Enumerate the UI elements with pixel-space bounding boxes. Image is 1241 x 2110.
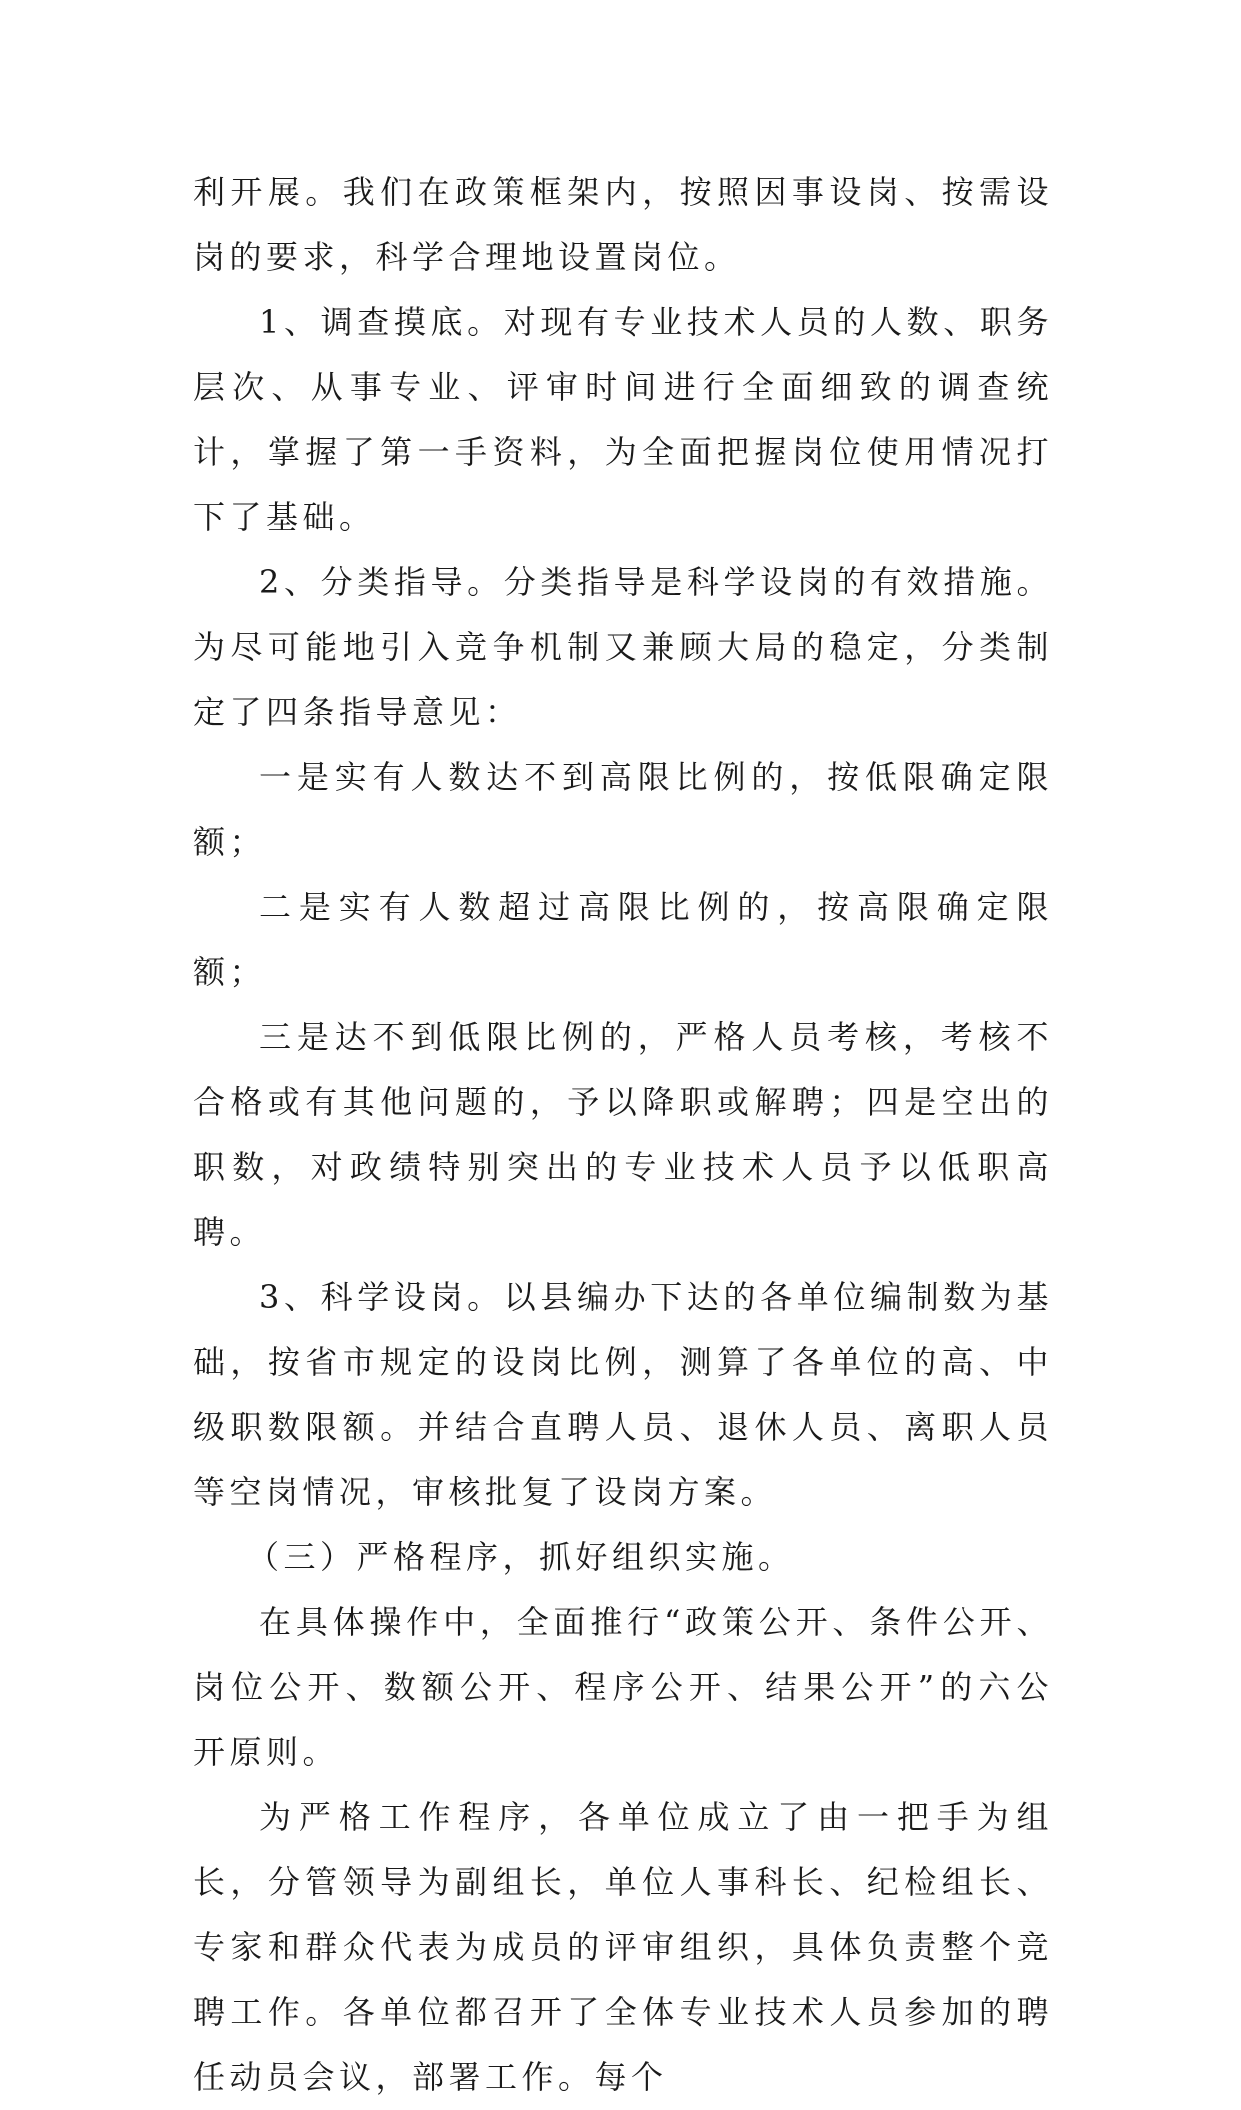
paragraph-opinion-three-four: 三是达不到低限比例的，严格人员考核，考核不合格或有其他问题的，予以降职或解聘；四是空出的职数，对政绩特别突出的专业技术人员予以低职高聘。 [193,1018,1053,1251]
paragraph-scientific-posts: 3、科学设岗。以县编办下达的各单位编制数为基础，按省市规定的设岗比例，测算了各单位的高、中级职数限额。并结合直聘人员、退休人员、离职人员等空岗情况，审核批复了设岗方案。 [193,1278,1053,1511]
paragraph-survey: 1、调查摸底。对现有专业技术人员的人数、职务层次、从事专业、评审时间进行全面细致的调查统计，掌握了第一手资料，为全面把握岗位使用情况打下了基础。 [193,303,1053,536]
paragraph-six-openness: 在具体操作中，全面推行“政策公开、条件公开、岗位公开、数额公开、程序公开、结果公开”的六公开原则。 [193,1603,1053,1771]
document-body [193,160,1053,2110]
paragraph-opinion-one: 一是实有人数达不到高限比例的，按低限确定限额； [193,758,1053,861]
paragraph-procedure: 为严格工作程序，各单位成立了由一把手为组长，分管领导为副组长，单位人事科长、纪检组长、专家和群众代表为成员的评审组织，具体负责整个竞聘工作。各单位都召开了全体专业技术人员参加的聘任动员会议，部署工作。每个 [193,1798,1053,2096]
section-heading-three: （三）严格程序，抓好组织实施。 [247,1538,795,1576]
paragraph-continuation: 利开展。我们在政策框架内，按照因事设岗、按需设岗的要求，科学合理地设置岗位。 [193,173,1053,276]
paragraph-opinion-two: 二是实有人数超过高限比例的，按高限确定限额； [193,888,1053,991]
paragraph-classified-guidance: 2、分类指导。分类指导是科学设岗的有效措施。为尽可能地引入竞争机制又兼顾大局的稳定，分类制定了四条指导意见： [193,563,1053,731]
